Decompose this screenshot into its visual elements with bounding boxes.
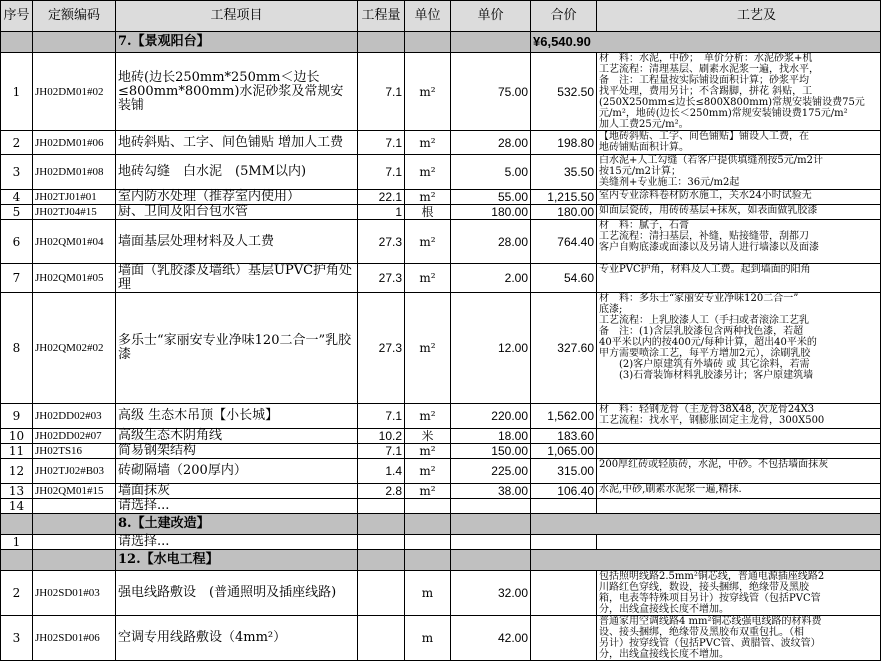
- cell-price[interactable]: [451, 499, 531, 514]
- cell-qty[interactable]: [358, 616, 405, 661]
- cell-qty[interactable]: 27.3: [358, 293, 405, 404]
- section-spacer[interactable]: [33, 550, 116, 571]
- cell-no[interactable]: 12: [1, 459, 33, 484]
- cell-process[interactable]: 包括照明线路2.5mm²铜芯线，普通电源插座线路2 川路红色穿线，数设，接头捆绑，绝缘带及黑胶 箱，电表等特殊项目另计）按穿线管（包括PVC管 分，出线盒接线长度不增加。: [597, 571, 881, 616]
- cell-price[interactable]: [451, 535, 531, 550]
- cell-price[interactable]: 75.00: [451, 53, 531, 131]
- cell-item[interactable]: 多乐士“家丽安专业净味120二合一”乳胶漆: [116, 293, 358, 404]
- cell-unit[interactable]: [405, 499, 451, 514]
- cell-total[interactable]: 1,065.00: [531, 444, 597, 459]
- cell-price[interactable]: 225.00: [451, 459, 531, 484]
- header-code[interactable]: 定额编码: [33, 1, 116, 32]
- cell-process[interactable]: 材 料：多乐士“家丽安专业净味120二合一” 底漆; 工艺流程：上乳胶漆人工（手扫或者滚涂工艺乳 备 注：(1)含层乳胶漆包含两种找色漆，若超 40平米以内的按400元/每种计算，超出40平米的 甲方需要喷涂工艺，每平方增加2元），涂刷乳胶 (2)客户原建筑有外墙砖 或 其它涂料，若需 (3)石膏装饰材料乳胶漆另计；客户原建筑墙: [597, 293, 881, 404]
- cell-code[interactable]: JH02DM01#08: [33, 155, 116, 190]
- cell-item[interactable]: 请选择...: [116, 535, 358, 550]
- cell-no[interactable]: 11: [1, 444, 33, 459]
- cell-code[interactable]: JH02DD02#07: [33, 429, 116, 444]
- section-spacer[interactable]: [451, 32, 531, 53]
- cell-qty[interactable]: 2.8: [358, 484, 405, 499]
- cell-total[interactable]: 327.60: [531, 293, 597, 404]
- cell-no[interactable]: 9: [1, 404, 33, 429]
- table-row: [1, 131, 881, 155]
- cell-process[interactable]: 如面层瓷砖，用砖砖基层+抹灰，如表面做乳胶漆: [597, 205, 881, 220]
- cell-code[interactable]: JH02TJ01#01: [33, 190, 116, 205]
- cell-qty[interactable]: [358, 499, 405, 514]
- cell-process[interactable]: [597, 429, 881, 444]
- cell-unit[interactable]: m²: [405, 220, 451, 264]
- section-title[interactable]: 8.【土建改造】: [116, 514, 358, 535]
- section-title[interactable]: 7.【景观阳台】: [116, 32, 358, 53]
- cell-process[interactable]: [597, 499, 881, 514]
- header-process[interactable]: 工艺及: [597, 1, 881, 32]
- cell-code[interactable]: JH02SD01#06: [33, 616, 116, 661]
- cell-code[interactable]: JH02DM01#02: [33, 53, 116, 131]
- cell-unit[interactable]: m²: [405, 53, 451, 131]
- cell-code[interactable]: JH02SD01#03: [33, 571, 116, 616]
- cell-price[interactable]: 38.00: [451, 484, 531, 499]
- cell-code[interactable]: [33, 499, 116, 514]
- cell-no[interactable]: 5: [1, 205, 33, 220]
- cell-price[interactable]: 55.00: [451, 190, 531, 205]
- table-row: [1, 571, 881, 616]
- header-no[interactable]: 序号: [1, 1, 33, 32]
- cell-price[interactable]: 42.00: [451, 616, 531, 661]
- cell-no[interactable]: 6: [1, 220, 33, 264]
- cell-qty[interactable]: 22.1: [358, 190, 405, 205]
- cell-no[interactable]: 13: [1, 484, 33, 499]
- cell-total[interactable]: [531, 499, 597, 514]
- cell-total[interactable]: 183.60: [531, 429, 597, 444]
- cell-item[interactable]: 地砖勾缝 白水泥 (5MM以内): [116, 155, 358, 190]
- table-row: [1, 616, 881, 661]
- cell-total[interactable]: 180.00: [531, 205, 597, 220]
- cell-unit[interactable]: m²: [405, 155, 451, 190]
- cell-qty[interactable]: 10.2: [358, 429, 405, 444]
- cell-total[interactable]: 198.80: [531, 131, 597, 155]
- section-spacer[interactable]: [451, 550, 531, 571]
- cell-code[interactable]: JH02DD02#03: [33, 404, 116, 429]
- cell-process[interactable]: [597, 444, 881, 459]
- cell-item[interactable]: 砖砌隔墙（200厚内）: [116, 459, 358, 484]
- cell-item[interactable]: 地砖(边长250mm*250mm＜边长≤800mm*800mm)水泥砂浆及常规安装铺: [116, 53, 358, 131]
- table-row: [1, 264, 881, 293]
- cell-process[interactable]: 专业PVC护角，材料及人工费。起到墙面的阳角: [597, 264, 881, 293]
- cell-unit[interactable]: m: [405, 571, 451, 616]
- cell-unit[interactable]: m: [405, 616, 451, 661]
- cell-no[interactable]: 3: [1, 616, 33, 661]
- cell-qty[interactable]: 7.1: [358, 404, 405, 429]
- cell-item[interactable]: 空调专用线路敷设（4mm²）: [116, 616, 358, 661]
- cell-no[interactable]: 1: [1, 53, 33, 131]
- cell-no[interactable]: 14: [1, 499, 33, 514]
- cell-process[interactable]: 材 料：腻子，石膏 工艺流程：清扫基层，补缝，贴接缝带，刮都刀 客户自购底漆或面漆以及另请人进行墙漆以及面漆: [597, 220, 881, 264]
- cell-qty[interactable]: 1: [358, 205, 405, 220]
- cell-price[interactable]: 32.00: [451, 571, 531, 616]
- cell-qty[interactable]: 7.1: [358, 155, 405, 190]
- cell-qty[interactable]: 7.1: [358, 444, 405, 459]
- cell-process[interactable]: 水泥,中砂,刷素水泥浆一遍,精抹.: [597, 484, 881, 499]
- table-row: [1, 293, 881, 404]
- cell-unit[interactable]: m²: [405, 293, 451, 404]
- header-total[interactable]: 合价: [531, 1, 597, 32]
- cell-qty[interactable]: 7.1: [358, 131, 405, 155]
- section-header: [1, 550, 881, 571]
- cell-no[interactable]: 4: [1, 190, 33, 205]
- table-row: [1, 190, 881, 205]
- cell-code[interactable]: JH02QM01#04: [33, 220, 116, 264]
- cell-total[interactable]: [531, 571, 597, 616]
- cell-price[interactable]: 18.00: [451, 429, 531, 444]
- cell-process[interactable]: 白水泥+人工勾缝（若客户提供填缝剂按5元/m2计 按15元/m2计算； 美缝剂+专业施工：36元/m2起: [597, 155, 881, 190]
- cell-unit[interactable]: 根: [405, 205, 451, 220]
- section-spacer[interactable]: [1, 514, 33, 535]
- section-header: [1, 32, 881, 53]
- cell-process[interactable]: 200厚红砖或轻质砖，水泥，中砂。不包括墙面抹灰: [597, 459, 881, 484]
- cell-item[interactable]: 简易钢架结构: [116, 444, 358, 459]
- cell-item[interactable]: 地砖斜贴、工字、间色铺贴 增加人工费: [116, 131, 358, 155]
- cell-total[interactable]: [531, 535, 597, 550]
- cell-code[interactable]: JH02TJ04#15: [33, 205, 116, 220]
- cell-item[interactable]: 室内防水处理（推荐室内使用）: [116, 190, 358, 205]
- cell-no[interactable]: 3: [1, 155, 33, 190]
- cell-item[interactable]: 请选择...: [116, 499, 358, 514]
- cell-item[interactable]: 墙面基层处理材料及人工费: [116, 220, 358, 264]
- cell-item[interactable]: 墙面抹灰: [116, 484, 358, 499]
- table-row: [1, 429, 881, 444]
- cell-no[interactable]: 2: [1, 571, 33, 616]
- cell-item[interactable]: 强电线路敷设 (普通照明及插座线路): [116, 571, 358, 616]
- header-item[interactable]: 工程项目: [116, 1, 358, 32]
- header-price[interactable]: 单价: [451, 1, 531, 32]
- table-row: [1, 444, 881, 459]
- cell-unit[interactable]: m²: [405, 484, 451, 499]
- section-spacer[interactable]: [405, 32, 451, 53]
- table-row: [1, 484, 881, 499]
- cell-total[interactable]: 54.60: [531, 264, 597, 293]
- cell-total[interactable]: [531, 616, 597, 661]
- cell-total[interactable]: 1,215.50: [531, 190, 597, 205]
- cell-no[interactable]: 1: [1, 535, 33, 550]
- cell-price[interactable]: 5.00: [451, 155, 531, 190]
- header-row: [1, 1, 881, 32]
- section-spacer[interactable]: [405, 514, 451, 535]
- cell-qty[interactable]: 27.3: [358, 220, 405, 264]
- cell-item[interactable]: 高级生态木阴角线: [116, 429, 358, 444]
- cell-price[interactable]: 12.00: [451, 293, 531, 404]
- cell-qty[interactable]: [358, 571, 405, 616]
- table-row: [1, 53, 881, 131]
- cell-process[interactable]: 材 料：水泥，中砂； 单价分析：水泥砂浆+机 工艺流程：清理基层、刷素水泥浆一遍，找水平， 备 注：工程量按实际铺设面积计算；砂浆平均 找平处理，费用另计；不含踢脚，拼花 斜贴，工 (250X250mm≤边长≤800X800mm)常规安装铺设费75元 元/m²，地砖(边长＜250mm)常规安装铺设费175元/m² 加人工费25元/m²。: [597, 53, 881, 131]
- cell-unit[interactable]: m²: [405, 190, 451, 205]
- cell-item[interactable]: 厨、卫间及阳台包水管: [116, 205, 358, 220]
- cell-unit[interactable]: m²: [405, 459, 451, 484]
- cell-code[interactable]: JH02TS16: [33, 444, 116, 459]
- cell-total[interactable]: 532.50: [531, 53, 597, 131]
- cell-total[interactable]: 315.00: [531, 459, 597, 484]
- section-spacer[interactable]: [358, 32, 405, 53]
- section-spacer[interactable]: [358, 514, 405, 535]
- table-row: [1, 459, 881, 484]
- section-total[interactable]: [531, 550, 881, 571]
- section-spacer[interactable]: [451, 514, 531, 535]
- cell-code[interactable]: JH02QM02#02: [33, 293, 116, 404]
- cell-process[interactable]: 室内专业涂料卷材防水施工，关水24小时试验无: [597, 190, 881, 205]
- table-row: [1, 499, 881, 514]
- cell-qty[interactable]: [358, 535, 405, 550]
- cell-process[interactable]: 普通家用空调线路4 mm²铜芯线强电线路的材料费 设、接头捆绑，绝缘带及黑胶布双重包扎。（相 另计）按穿线管（包括PVC管、黄腊管、波纹管） 分，出线盒接线长度不增加。: [597, 616, 881, 661]
- section-spacer[interactable]: [33, 32, 116, 53]
- cell-no[interactable]: 8: [1, 293, 33, 404]
- table-row: [1, 535, 881, 550]
- cell-total[interactable]: 35.50: [531, 155, 597, 190]
- cell-unit[interactable]: m²: [405, 444, 451, 459]
- cell-qty[interactable]: 1.4: [358, 459, 405, 484]
- header-unit[interactable]: 单位: [405, 1, 451, 32]
- section-spacer[interactable]: [33, 514, 116, 535]
- table-row: [1, 404, 881, 429]
- table-row: [1, 155, 881, 190]
- cell-no[interactable]: 2: [1, 131, 33, 155]
- cell-price[interactable]: 2.00: [451, 264, 531, 293]
- cell-item[interactable]: 高级 生态木吊顶【小长城】: [116, 404, 358, 429]
- cell-code[interactable]: [33, 535, 116, 550]
- cell-unit[interactable]: m²: [405, 131, 451, 155]
- cell-unit[interactable]: [405, 535, 451, 550]
- cell-code[interactable]: JH02TJ02#B03: [33, 459, 116, 484]
- section-spacer[interactable]: [1, 550, 33, 571]
- section-spacer[interactable]: [405, 550, 451, 571]
- cell-price[interactable]: 180.00: [451, 205, 531, 220]
- cell-item[interactable]: 墙面（乳胶漆及墙纸）基层UPVC护角处理: [116, 264, 358, 293]
- table-row: [1, 220, 881, 264]
- cell-no[interactable]: 7: [1, 264, 33, 293]
- cell-code[interactable]: JH02QM01#05: [33, 264, 116, 293]
- section-title[interactable]: 12.【水电工程】: [116, 550, 358, 571]
- section-total[interactable]: [531, 514, 881, 535]
- header-qty[interactable]: 工程量: [358, 1, 405, 32]
- cell-qty[interactable]: 7.1: [358, 53, 405, 131]
- cell-code[interactable]: JH02DM01#06: [33, 131, 116, 155]
- cell-unit[interactable]: m²: [405, 404, 451, 429]
- cell-code[interactable]: JH02QM01#15: [33, 484, 116, 499]
- cell-total[interactable]: 1,562.00: [531, 404, 597, 429]
- cell-price[interactable]: 150.00: [451, 444, 531, 459]
- section-spacer[interactable]: [1, 32, 33, 53]
- cell-total[interactable]: 106.40: [531, 484, 597, 499]
- section-total[interactable]: ¥6,540.90: [531, 32, 881, 53]
- section-spacer[interactable]: [358, 550, 405, 571]
- cell-process[interactable]: 【地砖斜贴、工字、间色铺贴】铺设人工费，在 地砖铺贴面积计算。: [597, 131, 881, 155]
- table-row: [1, 205, 881, 220]
- cell-process[interactable]: 材 料：轻钢龙骨（主龙骨38X48, 次龙骨24X3 工艺流程：找水平，钢膨胀固定主龙骨，300X500: [597, 404, 881, 429]
- cell-price[interactable]: 28.00: [451, 131, 531, 155]
- cell-no[interactable]: 10: [1, 429, 33, 444]
- section-header: [1, 514, 881, 535]
- cell-total[interactable]: 764.40: [531, 220, 597, 264]
- cell-unit[interactable]: 米: [405, 429, 451, 444]
- cell-qty[interactable]: 27.3: [358, 264, 405, 293]
- cell-price[interactable]: 28.00: [451, 220, 531, 264]
- cell-price[interactable]: 220.00: [451, 404, 531, 429]
- cell-process[interactable]: [597, 535, 881, 550]
- cell-unit[interactable]: m²: [405, 264, 451, 293]
